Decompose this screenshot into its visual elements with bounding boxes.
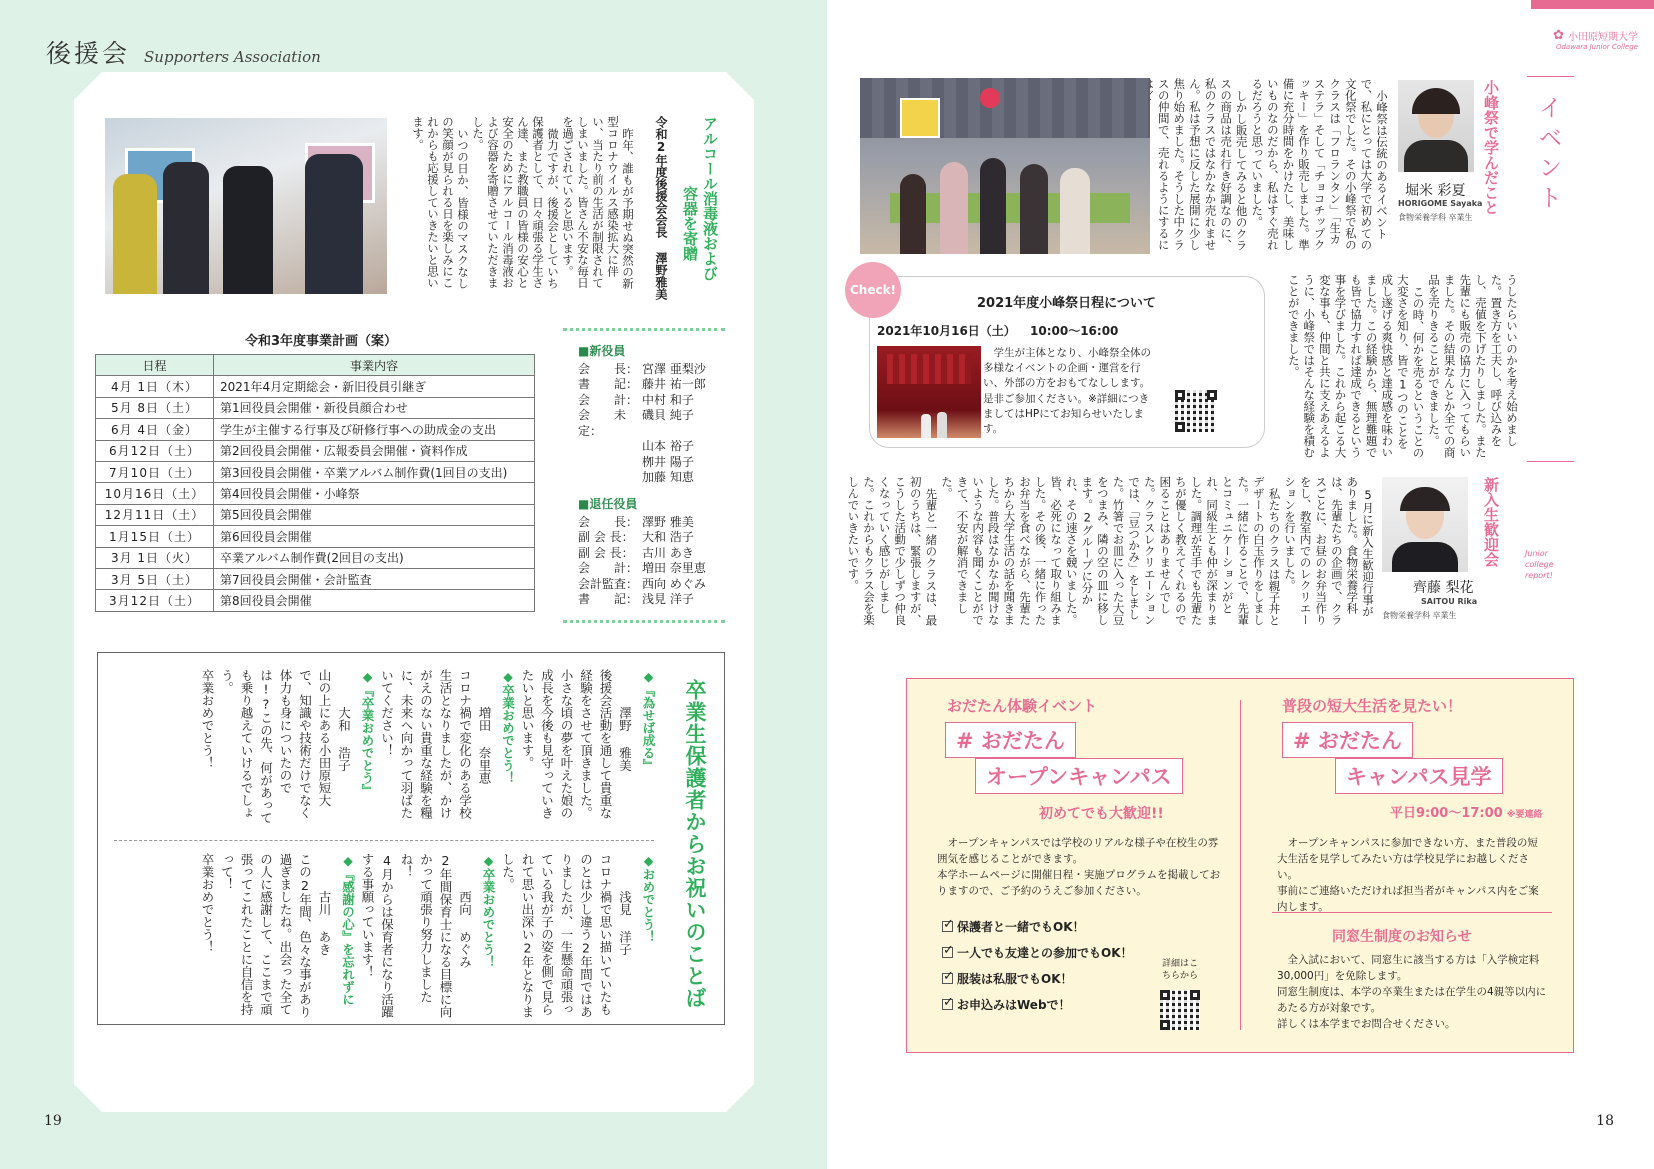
officer-row: [578, 362, 728, 378]
officer-row: [578, 470, 728, 486]
open-campus-check: [942, 970, 1133, 987]
officer-name: 磯貝 純子: [642, 408, 694, 422]
page-number-right: 18: [1596, 1113, 1614, 1129]
campus-tour-hash: # おだたん: [1282, 722, 1413, 758]
congrats-line: ◆おめでとう！: [641, 853, 656, 943]
horigome-dept: 食物栄養学科 卒業生: [1398, 213, 1473, 222]
info-divider: [1240, 700, 1241, 1030]
plan-header-content: 事業内容: [214, 355, 535, 376]
congrats-bottom: [198, 853, 659, 1018]
donation-paragraph: いつの日か、皆様のマスクなしの笑顔が見られる日を楽しみにこれからも応援していきたいと思います。: [411, 116, 470, 289]
horigome-photo: [1398, 80, 1474, 172]
komine-text-upper: [1157, 78, 1389, 256]
congrats-line: コロナ禍で変化のある学校生活となりましたが、かけがえのない貴重な経験を糧に、未来へ向かって羽ばたいてください！: [379, 669, 473, 819]
congrats-line: コロナ禍で思い描いていたものとは少し違う2年間ではありましたが、一生懸命頑張っている我が子の姿を側で見られて思い出深い2年となりました。: [500, 853, 613, 1018]
officers-new: [578, 344, 728, 486]
open-campus-kicker: おだたん体験イベント: [947, 697, 1098, 715]
congrats-divider: [114, 840, 654, 841]
donation-paragraph: 昨年、誰もが予期せぬ突然の新型コロナウイルス感染拡大に伴い、当たり前の生活が制限されてしまいました。皆さん不安な毎日を過ごされていると思います。: [561, 116, 635, 289]
plan-row: [96, 419, 535, 440]
officer-name: 西向 めぐみ: [642, 576, 706, 591]
open-campus-qr[interactable]: [1160, 990, 1200, 1030]
plan-content: 第5回役員会開催: [214, 504, 535, 525]
officer-name: 山本 裕子: [642, 439, 694, 453]
donation-body: [410, 116, 635, 296]
officer-row: [578, 455, 728, 471]
open-campus-text: オープンキャンパスでは学校のリアルな様子や在校生の雰囲気を感じることができます。 本学ホームページに開催日程・実施プログラムを掲載しておりますので、ご予約のうえご参加ください。: [937, 837, 1221, 897]
open-campus-check-text: 保護者と一緒でもOK！: [957, 920, 1085, 934]
plan-content: 2021年4月定期総会・新旧役員引継ぎ: [214, 376, 535, 397]
officers-old: [578, 497, 728, 608]
open-campus-checks: [942, 918, 1133, 1022]
congrats-line: ◆『卒業おめでとう』: [360, 669, 375, 797]
congrats-line: 大和 浩子: [336, 669, 352, 772]
officer-role: [578, 455, 642, 471]
officer-role: 会 長：: [578, 514, 639, 529]
komine-title: 小峰祭で学んだこと: [1482, 80, 1500, 215]
schedule-title: 2021年度小峰祭日程について: [977, 296, 1156, 311]
plan-date: 12月11日（土）: [96, 504, 214, 525]
schedule-date: [877, 322, 1118, 339]
plan-header-row: [96, 355, 535, 376]
donation-title-line1: アルコール消毒液および: [701, 116, 719, 281]
officer-row: [578, 530, 728, 546]
plan-content: 卒業アルバム制作費(2回目の支出): [214, 547, 535, 568]
plan-date: 3月 5日（土）: [96, 568, 214, 589]
college-logo: [1553, 28, 1638, 51]
plan-date: 7月10日（土）: [96, 461, 214, 482]
logo-icon: ✿: [1553, 28, 1564, 43]
plan-content: 第1回役員会開催・新役員顔合わせ: [214, 397, 535, 418]
officer-role: 会 未 定：: [578, 408, 639, 438]
open-campus-check-text: 一人でも友達との参加でもOK！: [957, 946, 1133, 960]
college-logo-name: 小田原短期大学: [1568, 32, 1638, 43]
stage-photo: [877, 346, 981, 438]
saitou-photo: [1382, 477, 1468, 572]
horigome-romaji: HORIGOME Sayaka: [1398, 199, 1483, 208]
festival-photo: [860, 78, 1150, 254]
donation-paragraph: 微力ですが、後援会としていち保護者として、日々頑張る学生さん達、また教職員の皆様の安心と安全のためにアルコール消毒液および容器を寄贈させていただきました。: [471, 116, 560, 289]
page-header: [46, 34, 321, 70]
officer-name: 藤井 祐一郎: [642, 377, 706, 391]
plan-row: [96, 526, 535, 547]
officer-role: 副 会 長：: [578, 545, 634, 560]
saitou-romaji: SAITOU Rika: [1421, 597, 1478, 606]
congrats-line: ◆『感謝の心』を忘れずに: [340, 853, 356, 1006]
open-campus-title: オープンキャンパス: [975, 758, 1183, 794]
horigome-name: 堀米 彩夏: [1405, 183, 1466, 199]
donation-title: [680, 116, 720, 306]
newcomer-paragraph: 先輩と一緒のクラスは、最初のうちは、緊張しますが、こうした活動で少しずつ仲良くなっていく感じがしました。これからもクラス会を楽しんでいきたいです。: [846, 476, 939, 626]
congrats-line: 浅見 洋子: [617, 853, 633, 956]
congrats-line: ◆『為せば成る』: [641, 669, 656, 772]
officer-row: [578, 561, 728, 577]
newcomer-paragraph: 私たちのクラスは親子丼とデザートの白玉作りをしました。一緒に作ることで、先輩とコミュニケーションがとれ、同級生とも仲が深まりました。調理が苦手でも先輩たちが優しく教えてくれるので困ることはありませんでした。クラスレクリエーションでは、「豆つかみ」をしました。竹箸でお皿に入った大豆をつまみ、隣の空の皿に移します。2グループに分かれ、その速さを競いました。皆、必死になって取り組みました。その後、一緒に作ったお弁当を食べながら、先輩たちから大学生活の話を聞きました。普段はなかなか聞けないような内容も聞くことができて、不安が解消できました。: [939, 476, 1282, 626]
open-campus-check: [942, 918, 1133, 935]
open-campus-hash: # おだたん: [945, 722, 1076, 758]
congrats-line: 卒業おめでとう！: [200, 853, 215, 953]
donation-byline: 令和2年度後援会会長 澤野雅美: [654, 116, 668, 300]
plan-content: 第4回役員会開催・小峰祭: [214, 483, 535, 504]
officer-row: [578, 377, 728, 393]
officer-name: 大和 浩子: [642, 530, 694, 544]
officers-new-heading: ■新役員: [578, 344, 626, 358]
open-campus-check-text: お申込みはWebで！: [957, 998, 1071, 1012]
congrats-line: 2年間保育士になる目標に向かって頑張り努力しましたね！: [399, 853, 453, 1018]
officer-role: [578, 439, 642, 455]
plan-row: [96, 568, 535, 589]
campus-tour-kicker: 普段の短大生活を見たい！: [1282, 697, 1463, 715]
plan-date: 4月 1日（木）: [96, 376, 214, 397]
officer-name: 増田 奈里恵: [642, 561, 706, 575]
officer-row: [578, 408, 728, 439]
campus-tour-hours-note: ※要連絡: [1506, 810, 1543, 820]
saitou-name: 齊藤 梨花: [1413, 580, 1474, 596]
plan-row: [96, 461, 535, 482]
congrats-line: 4月からは保育者になり活躍する事願っています！: [360, 853, 395, 1018]
newcomer-paragraph: 5月に新入生歓迎行事がありました。食物栄養学科は、先輩たちの企画で、クラスごとに、お昼のお弁当作りをし、教室内でのレクリエーションを行いました。: [1283, 476, 1375, 626]
plan-row: [96, 440, 535, 461]
komine-paragraph: 小峰祭は伝統のあるイベントで、私にとっては大学で初めての文化祭でした。その小峰祭で私のクラスは「フロランタン」「生カステラ」そして「チョコチップクッキー」を作り販売しました。準備に充分時間をかけたし、美味しいものなのだから、私はすぐ売れるだろうと思っていました。: [1250, 78, 1389, 251]
plan-date: 1月15日（土）: [96, 526, 214, 547]
congrats-line: 山の上にある小田原短大で、知識や技術だけでなく体力も身についたのでは!?この先、何があっても乗り越えていけるでしょう。: [219, 669, 332, 824]
plan-row: [96, 483, 535, 504]
officer-name: 宮澤 亜梨沙: [642, 361, 706, 376]
newcomer-title: 新入生歓迎会: [1482, 477, 1500, 567]
plan-content: 学生が主催する行事及び研修行事への助成金の支出: [214, 419, 535, 440]
plan-content: 第6回役員会開催: [214, 526, 535, 547]
college-logo-en: Odawara Junior College: [1555, 43, 1638, 51]
campus-tour-hours-text: 平日9:00〜17:00: [1390, 806, 1503, 821]
congrats-line: ◆卒業おめでとう！: [500, 669, 516, 784]
plan-date: 5月 8日（土）: [96, 397, 214, 418]
alumni-rule: [1272, 912, 1552, 913]
officer-role: 会 計：: [578, 561, 639, 575]
plan-header-date: 日程: [96, 355, 214, 376]
komine-paragraph: この時、何かを売るということの大変さを知り、皆で1つのことを成し遂げる爽快感と達成感を味わいました。この経験から、無理難題でも皆で協力すれば達成できるという事を学びました。これから起こる大変な事も、仲間と共に支えあえるように、小峰祭ではそんな経験を積むことができました。: [1286, 274, 1426, 458]
officer-name: 加藤 知恵: [642, 470, 694, 484]
plan-date: 6月12日（土）: [96, 440, 214, 461]
open-campus-qr-label: 詳細はこちらから: [1162, 959, 1199, 981]
officer-name: 澤野 雅美: [642, 514, 694, 529]
officer-name: 古川 あき: [642, 545, 694, 560]
page-number-left: 19: [44, 1113, 62, 1129]
event-label: イベント: [1534, 95, 1562, 215]
campus-tour-title: キャンパス見学: [1335, 758, 1503, 794]
congrats-line: この2年間、色々な事があり過ぎましたね。出会った全ての人に感謝して、ここまで頑張ってこれたことに自信を持って！: [219, 853, 313, 1018]
officers-old-heading: ■退任役員: [578, 497, 638, 511]
plan-date: 10月16日（土）: [96, 483, 214, 504]
plan-content: 第3回役員会開催・卒業アルバム制作費(1回目の支出): [214, 461, 535, 482]
page-subtitle: Supporters Association: [144, 48, 321, 66]
campus-tour-text: オープンキャンパスに参加できない方、また普段の短大生活を見学してみたい方は学校見学にお越しください。 事前にご連絡いただければ担当者がキャンパス内をご案内します。: [1277, 837, 1539, 913]
officer-name: 栁井 陽子: [642, 454, 694, 469]
plan-content: 第7回役員会開催・会計監査: [214, 568, 535, 589]
newcomer-text: [846, 476, 1375, 626]
donation-article: [395, 116, 720, 306]
officer-row: [578, 546, 728, 562]
donation-title-line2: 容器を寄贈: [681, 186, 699, 261]
congrats-box: [97, 652, 725, 1025]
officer-role: 会計監査：: [578, 576, 639, 591]
officers-bottom-rule: [563, 620, 725, 623]
plan-date: 6月 4日（金）: [96, 419, 214, 440]
congrats-line: 後援会活動を通して貴重な経験をさせて頂きました。: [578, 669, 613, 819]
open-campus-check: [942, 996, 1133, 1013]
officer-name: 中村 和子: [642, 392, 694, 407]
officer-role: [578, 470, 642, 486]
check-badge: Check!: [845, 262, 901, 318]
officer-role: 会 計：: [578, 392, 639, 407]
plan-date: 3月 1日（火）: [96, 547, 214, 568]
plan-content: 第8回役員会開催: [214, 590, 535, 611]
officer-row: [578, 515, 728, 531]
top-accent-bar: [1531, 0, 1654, 9]
congrats-line: 小さな頃の夢を叶えた娘の成長を今後も見守っていきたいと思います。: [520, 669, 574, 819]
komine-paragraph: うしたらいいのかを考え始めました。置き方を工夫し、呼び込みをし、売値を下げたりしました。また先輩にも販売の協力に入ってもらいました。その結果なんとか全ての商品を売りきることができました。: [1427, 274, 1519, 458]
congrats-line: 卒業おめでとう！: [200, 669, 215, 769]
congrats-line: 増田 奈里恵: [477, 669, 492, 784]
open-campus-check: [942, 944, 1133, 961]
officer-row: [578, 577, 728, 593]
plan-body: [96, 376, 535, 611]
checkbox-icon: [942, 947, 953, 958]
officer-row: [578, 393, 728, 409]
newcomer-note: Junior college report!: [1525, 549, 1554, 580]
right-page: [827, 0, 1654, 1169]
schedule-qr: [1175, 390, 1217, 432]
donation-photo: [105, 118, 387, 294]
checkbox-icon: [942, 921, 953, 932]
checkbox-icon: [942, 973, 953, 984]
page-title: 後援会: [46, 39, 131, 68]
plan-row: [96, 590, 535, 611]
open-campus-subtitle: 初めてでも大歓迎!!: [1039, 806, 1164, 822]
alumni-title: 同窓生制度のお知らせ: [1332, 929, 1472, 945]
plan-content: 第2回役員会開催・広報委員会開催・資料作成: [214, 440, 535, 461]
checkbox-icon: [942, 999, 953, 1010]
congrats-line: 西向 めぐみ: [457, 853, 473, 968]
congrats-line: 澤野 雅美: [617, 669, 633, 772]
congrats-line: ◆卒業おめでとう！: [481, 853, 496, 968]
plan-row: [96, 397, 535, 418]
plan-table: [95, 354, 535, 612]
officer-row: [578, 439, 728, 455]
congrats-line: 古川 あき: [317, 853, 332, 956]
congrats-top: [198, 669, 659, 829]
komine-text-lower: [1257, 274, 1519, 460]
campus-tour-hours: [1390, 802, 1542, 821]
officer-role: 会 長：: [578, 361, 639, 376]
schedule-time: 10:00〜16:00: [1030, 324, 1119, 338]
congrats-title: 卒業生保護者からお祝いのことば: [683, 679, 707, 1009]
plan-date: 3月12日（土）: [96, 590, 214, 611]
officer-row: [578, 592, 728, 608]
komine-paragraph: しかし販売してみると他のクラスの商品は売れ行き好調なのに、私のクラスではなかなか売れません。私は予想に反した展開に少し焦り始めました。そうした中クラスの仲間で、売れるようにするに: [1156, 78, 1249, 251]
plan-title: 令和3年度事業計画（案）: [245, 334, 398, 349]
schedule-date-text: 2021年10月16日（土）: [877, 324, 1016, 338]
plan-row: [96, 376, 535, 397]
officers-top-rule: [563, 328, 725, 331]
plan-row: [96, 547, 535, 568]
plan-row: [96, 504, 535, 525]
open-campus-check-text: 服装は私服でもOK！: [957, 972, 1073, 986]
saitou-dept: 食物栄養学科 卒業生: [1382, 611, 1457, 620]
officer-role: 書 記：: [578, 377, 639, 391]
event-label-box: [1527, 76, 1574, 462]
schedule-text: 学生が主体となり、小峰祭全体の多様なイベントの企画・運営を行い、外部の方をおもてなしします。是非ご参加ください。※詳細につきましてはHPにてお知らせいたします。: [983, 347, 1151, 436]
alumni-text: 全入試において、同窓生に該当する方は「入学検定料30,000円」を免除します。 同窓生制度は、本学の卒業生または在学生の4親等以内にあたる方が対象です。 詳しくは本学までお問合せください。: [1277, 954, 1547, 1030]
officer-role: 副 会 長：: [578, 530, 634, 544]
officer-name: 浅見 洋子: [642, 592, 694, 606]
officer-role: 書 記：: [578, 592, 639, 606]
